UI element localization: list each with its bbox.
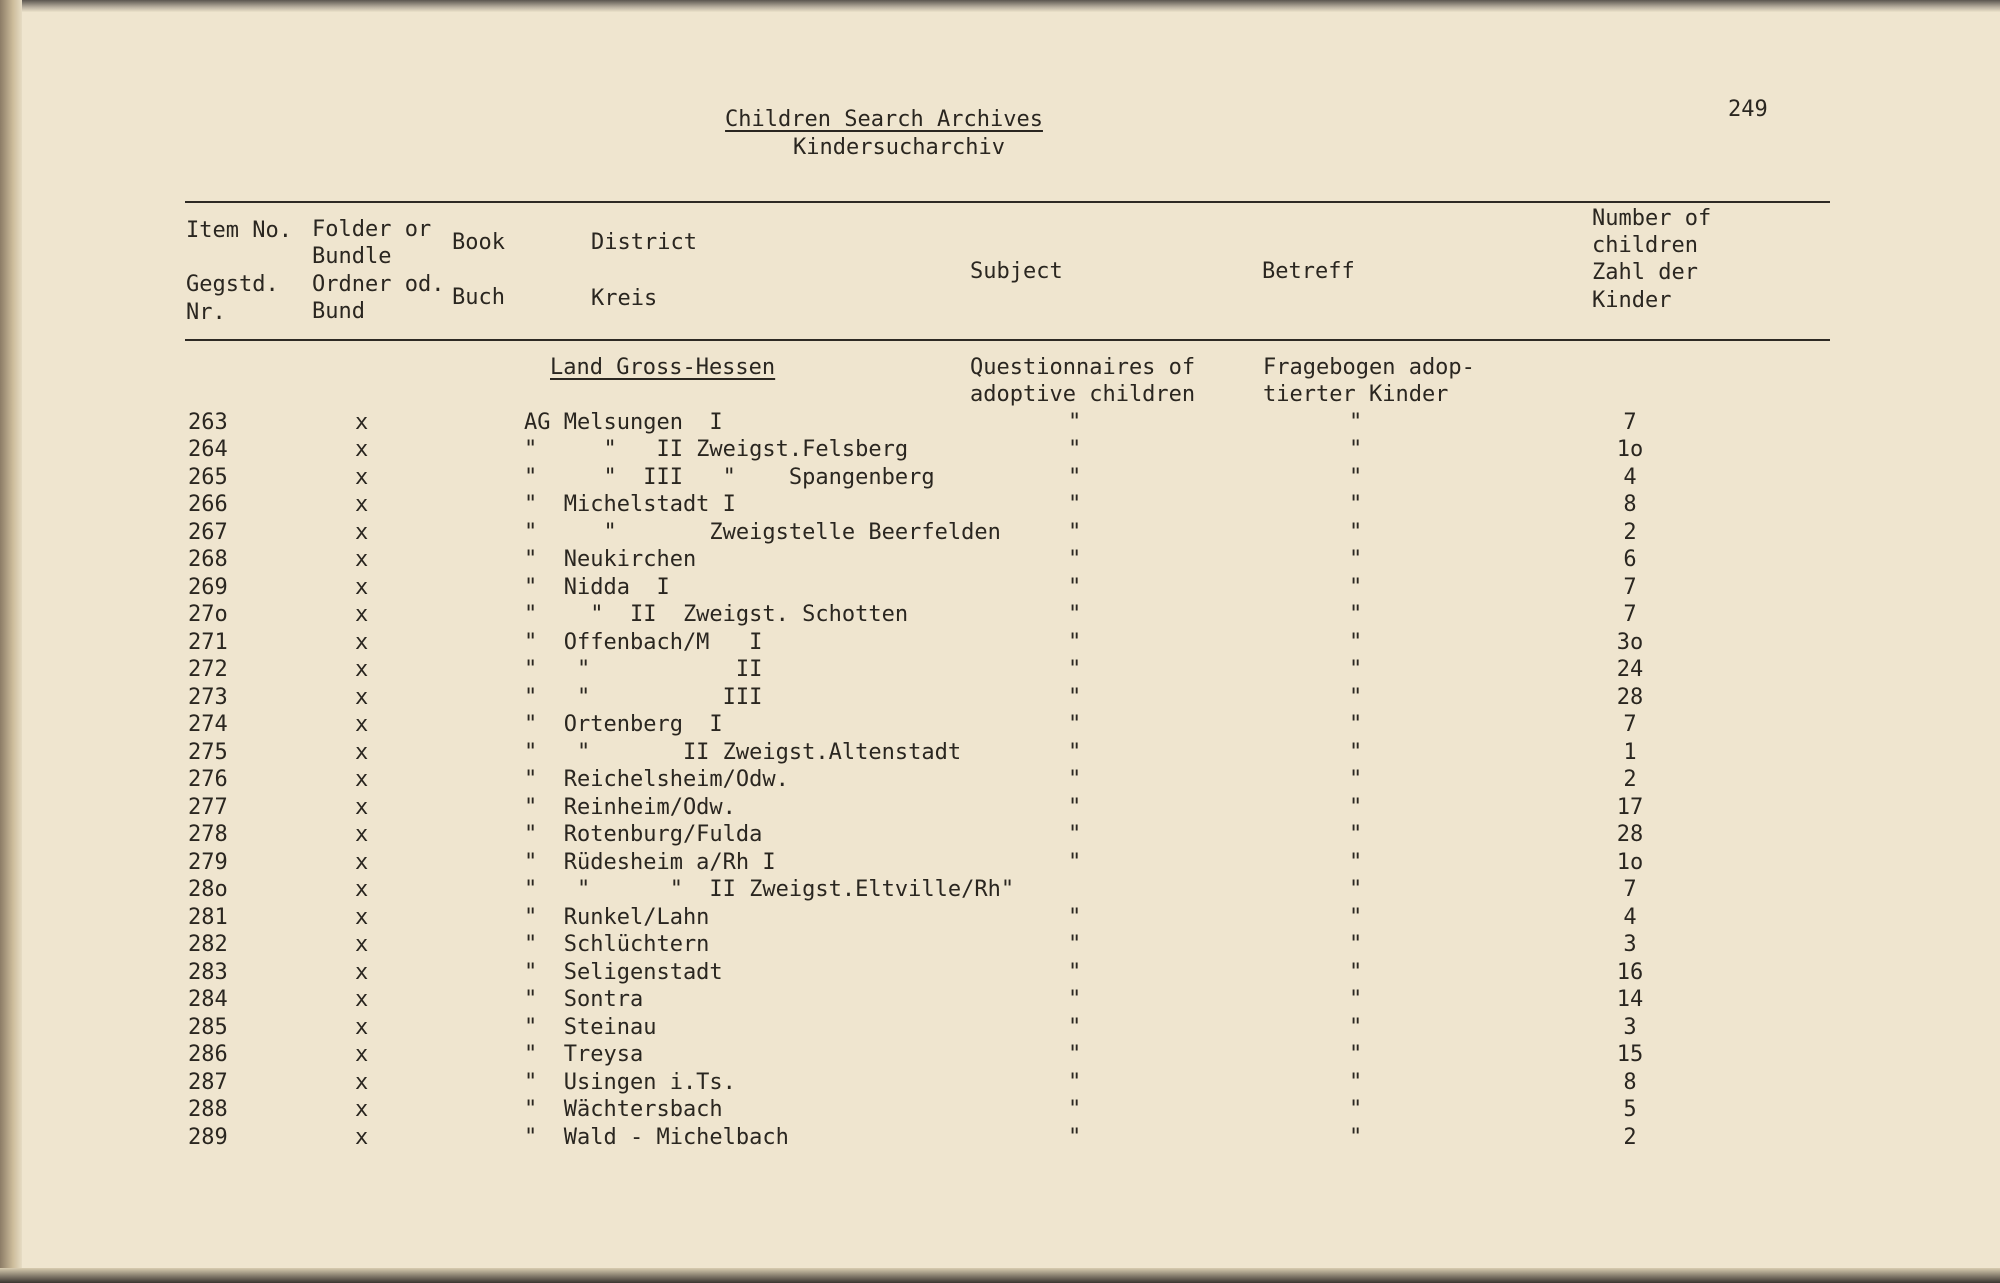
folder-mark: x [355, 602, 369, 627]
page-bottom-edge [0, 1268, 2000, 1283]
table-row [0, 962, 2000, 989]
item-number: 269 [188, 575, 228, 600]
district: " Michelstadt I [524, 492, 736, 517]
subject: " [1068, 740, 1082, 765]
folder-mark: x [355, 1042, 369, 1067]
child-count: 3 [1623, 1015, 1637, 1040]
betreff: " [1349, 465, 1363, 490]
subject: " [1068, 1015, 1082, 1040]
folder-mark: x [355, 850, 369, 875]
folder-mark: x [355, 1097, 369, 1122]
table-row [0, 989, 2000, 1016]
table-row [0, 632, 2000, 659]
district: " Wächtersbach [524, 1097, 723, 1122]
folder-mark: x [355, 767, 369, 792]
betreff: " [1349, 602, 1363, 627]
betreff: " [1349, 740, 1363, 765]
item-number: 266 [188, 492, 228, 517]
item-number: 27o [188, 602, 228, 627]
col-book-en: Book [452, 230, 505, 255]
district: " Runkel/Lahn [524, 905, 710, 930]
subject: " [1068, 630, 1082, 655]
table-row [0, 769, 2000, 796]
folder-mark: x [355, 822, 369, 847]
col-district-en: District [591, 230, 697, 255]
child-count: 1 [1623, 740, 1637, 765]
section-subject-2: adoptive children [970, 382, 1196, 407]
col-item-de-2: Nr. [186, 300, 226, 325]
subject: " [1068, 437, 1082, 462]
district: " Steinau [524, 1015, 657, 1040]
folder-mark: x [355, 685, 369, 710]
betreff: " [1349, 685, 1363, 710]
betreff: " [1349, 1097, 1363, 1122]
subject: " [1068, 1097, 1082, 1122]
header-bottom-rule [185, 339, 1830, 341]
betreff: " [1349, 1042, 1363, 1067]
subject: " [1068, 1125, 1082, 1150]
betreff: " [1349, 1070, 1363, 1095]
subject: " [1068, 520, 1082, 545]
district: " Reichelsheim/Odw. [524, 767, 789, 792]
district: " " II Zweigst.Altenstadt [524, 740, 962, 765]
folder-mark: x [355, 960, 369, 985]
item-number: 265 [188, 465, 228, 490]
table-row [0, 879, 2000, 906]
col-count-2: children [1592, 233, 1698, 258]
betreff: " [1349, 410, 1363, 435]
folder-mark: x [355, 575, 369, 600]
district: " Sontra [524, 987, 644, 1012]
child-count: 7 [1623, 410, 1637, 435]
subject: " [1068, 795, 1082, 820]
section-land: Land Gross-Hessen [550, 355, 776, 380]
district: " Usingen i.Ts. [524, 1070, 736, 1095]
table-row [0, 742, 2000, 769]
page-top-edge [0, 0, 2000, 12]
child-count: 1o [1616, 850, 1644, 875]
child-count: 7 [1623, 712, 1637, 737]
table-row [0, 577, 2000, 604]
col-item-en: Item No. [186, 218, 292, 243]
subject: " [1068, 410, 1082, 435]
subject: " [1068, 547, 1082, 572]
betreff: " [1349, 657, 1363, 682]
col-count-1: Number of [1592, 206, 1712, 231]
betreff: " [1349, 932, 1363, 957]
betreff: " [1349, 547, 1363, 572]
col-betreff: Betreff [1262, 259, 1355, 284]
child-count: 2 [1623, 520, 1637, 545]
table-row [0, 1044, 2000, 1071]
subject: " [1068, 492, 1082, 517]
item-number: 278 [188, 822, 228, 847]
subject: " [1068, 1042, 1082, 1067]
child-count: 2 [1623, 767, 1637, 792]
betreff: " [1349, 987, 1363, 1012]
child-count: 4 [1623, 905, 1637, 930]
item-number: 285 [188, 1015, 228, 1040]
district: " Wald - Michelbach [524, 1125, 789, 1150]
section-subject-1: Questionnaires of [970, 355, 1196, 380]
col-folder-de-2: Bund [312, 299, 365, 324]
child-count: 6 [1623, 547, 1637, 572]
col-folder-en-2: Bundle [312, 244, 392, 269]
item-number: 275 [188, 740, 228, 765]
folder-mark: x [355, 877, 369, 902]
district: " " III " Spangenberg [524, 465, 935, 490]
subject: " [1068, 575, 1082, 600]
col-folder-en-1: Folder or [312, 217, 432, 242]
subject: " [1068, 905, 1082, 930]
betreff: " [1349, 520, 1363, 545]
betreff: " [1349, 822, 1363, 847]
table-row [0, 687, 2000, 714]
district: " Treysa [524, 1042, 644, 1067]
folder-mark: x [355, 630, 369, 655]
folder-mark: x [355, 712, 369, 737]
subject: " [1068, 767, 1082, 792]
folder-mark: x [355, 657, 369, 682]
subject: " [1068, 465, 1082, 490]
district: " " Zweigstelle Beerfelden [524, 520, 1001, 545]
betreff: " [1349, 492, 1363, 517]
table-row [0, 714, 2000, 741]
child-count: 14 [1616, 987, 1644, 1012]
table-row [0, 1127, 2000, 1154]
district: " Rüdesheim a/Rh I [524, 850, 776, 875]
folder-mark: x [355, 987, 369, 1012]
district: " Ortenberg I [524, 712, 723, 737]
child-count: 28 [1616, 822, 1644, 847]
page-number: 249 [1728, 97, 1768, 122]
item-number: 272 [188, 657, 228, 682]
folder-mark: x [355, 1015, 369, 1040]
col-folder-de-1: Ordner od. [312, 272, 445, 297]
subject: " [1068, 602, 1082, 627]
child-count: 7 [1623, 575, 1637, 600]
district: " " II Zweigst. Schotten [524, 602, 909, 627]
section-betreff-2: tierter Kinder [1263, 382, 1449, 407]
page-title: Children Search Archives [725, 107, 1043, 132]
subject: " [1068, 685, 1082, 710]
district: " " III [524, 685, 763, 710]
folder-mark: x [355, 1125, 369, 1150]
subject: " [1068, 822, 1082, 847]
table-row [0, 412, 2000, 439]
child-count: 1o [1616, 437, 1644, 462]
folder-mark: x [355, 795, 369, 820]
child-count: 5 [1623, 1097, 1637, 1122]
child-count: 7 [1623, 877, 1637, 902]
table-row [0, 907, 2000, 934]
child-count: 16 [1616, 960, 1644, 985]
betreff: " [1349, 575, 1363, 600]
subject: " [1068, 712, 1082, 737]
item-number: 279 [188, 850, 228, 875]
page-subtitle: Kindersucharchiv [793, 135, 1005, 160]
folder-mark: x [355, 520, 369, 545]
district: " " II Zweigst.Felsberg [524, 437, 909, 462]
table-row [0, 1017, 2000, 1044]
folder-mark: x [355, 905, 369, 930]
child-count: 3 [1623, 932, 1637, 957]
item-number: 267 [188, 520, 228, 545]
item-number: 283 [188, 960, 228, 985]
item-number: 271 [188, 630, 228, 655]
item-number: 273 [188, 685, 228, 710]
item-number: 263 [188, 410, 228, 435]
col-district-de: Kreis [591, 286, 658, 311]
item-number: 28o [188, 877, 228, 902]
item-number: 287 [188, 1070, 228, 1095]
child-count: 28 [1616, 685, 1644, 710]
table-row [0, 1072, 2000, 1099]
betreff: " [1349, 877, 1363, 902]
child-count: 7 [1623, 602, 1637, 627]
item-number: 264 [188, 437, 228, 462]
folder-mark: x [355, 492, 369, 517]
table-row [0, 1099, 2000, 1126]
district: AG Melsungen I [524, 410, 723, 435]
subject: " [1068, 960, 1082, 985]
item-number: 276 [188, 767, 228, 792]
subject: " [1068, 987, 1082, 1012]
district: " " II [524, 657, 763, 682]
betreff: " [1349, 850, 1363, 875]
table-row [0, 852, 2000, 879]
child-count: 2 [1623, 1125, 1637, 1150]
item-number: 282 [188, 932, 228, 957]
table-row [0, 467, 2000, 494]
subject: " [1068, 657, 1082, 682]
betreff: " [1349, 1015, 1363, 1040]
district: " Schlüchtern [524, 932, 710, 957]
folder-mark: x [355, 410, 369, 435]
table-row [0, 659, 2000, 686]
district: " Neukirchen [524, 547, 697, 572]
item-number: 281 [188, 905, 228, 930]
table-row [0, 522, 2000, 549]
subject: " [1068, 932, 1082, 957]
district: " Rotenburg/Fulda [524, 822, 763, 847]
folder-mark: x [355, 437, 369, 462]
section-betreff-1: Fragebogen adop- [1263, 355, 1475, 380]
betreff: " [1349, 905, 1363, 930]
betreff: " [1349, 960, 1363, 985]
folder-mark: x [355, 465, 369, 490]
child-count: 8 [1623, 492, 1637, 517]
betreff: " [1349, 795, 1363, 820]
folder-mark: x [355, 932, 369, 957]
district: " Nidda I [524, 575, 670, 600]
col-count-4: Kinder [1592, 288, 1672, 313]
table-row [0, 494, 2000, 521]
folder-mark: x [355, 547, 369, 572]
item-number: 274 [188, 712, 228, 737]
subject: " [1068, 850, 1082, 875]
district: " Seligenstadt [524, 960, 723, 985]
col-item-de-1: Gegstd. [186, 272, 279, 297]
child-count: 4 [1623, 465, 1637, 490]
item-number: 277 [188, 795, 228, 820]
folder-mark: x [355, 1070, 369, 1095]
table-row [0, 934, 2000, 961]
col-subject: Subject [970, 259, 1063, 284]
betreff: " [1349, 1125, 1363, 1150]
child-count: 8 [1623, 1070, 1637, 1095]
table-row [0, 549, 2000, 576]
betreff: " [1349, 712, 1363, 737]
table-row [0, 604, 2000, 631]
child-count: 24 [1616, 657, 1644, 682]
col-book-de: Buch [452, 285, 505, 310]
district: " Reinheim/Odw. [524, 795, 736, 820]
item-number: 289 [188, 1125, 228, 1150]
child-count: 3o [1616, 630, 1644, 655]
district: " " " II Zweigst.Eltville/Rh" [524, 877, 1015, 902]
item-number: 288 [188, 1097, 228, 1122]
item-number: 268 [188, 547, 228, 572]
table-row [0, 439, 2000, 466]
betreff: " [1349, 437, 1363, 462]
child-count: 17 [1616, 795, 1644, 820]
header-top-rule [185, 201, 1830, 203]
child-count: 15 [1616, 1042, 1644, 1067]
item-number: 286 [188, 1042, 228, 1067]
item-number: 284 [188, 987, 228, 1012]
col-count-3: Zahl der [1592, 260, 1698, 285]
table-row [0, 797, 2000, 824]
betreff: " [1349, 630, 1363, 655]
subject: " [1068, 1070, 1082, 1095]
table-row [0, 824, 2000, 851]
folder-mark: x [355, 740, 369, 765]
district: " Offenbach/M I [524, 630, 763, 655]
betreff: " [1349, 767, 1363, 792]
